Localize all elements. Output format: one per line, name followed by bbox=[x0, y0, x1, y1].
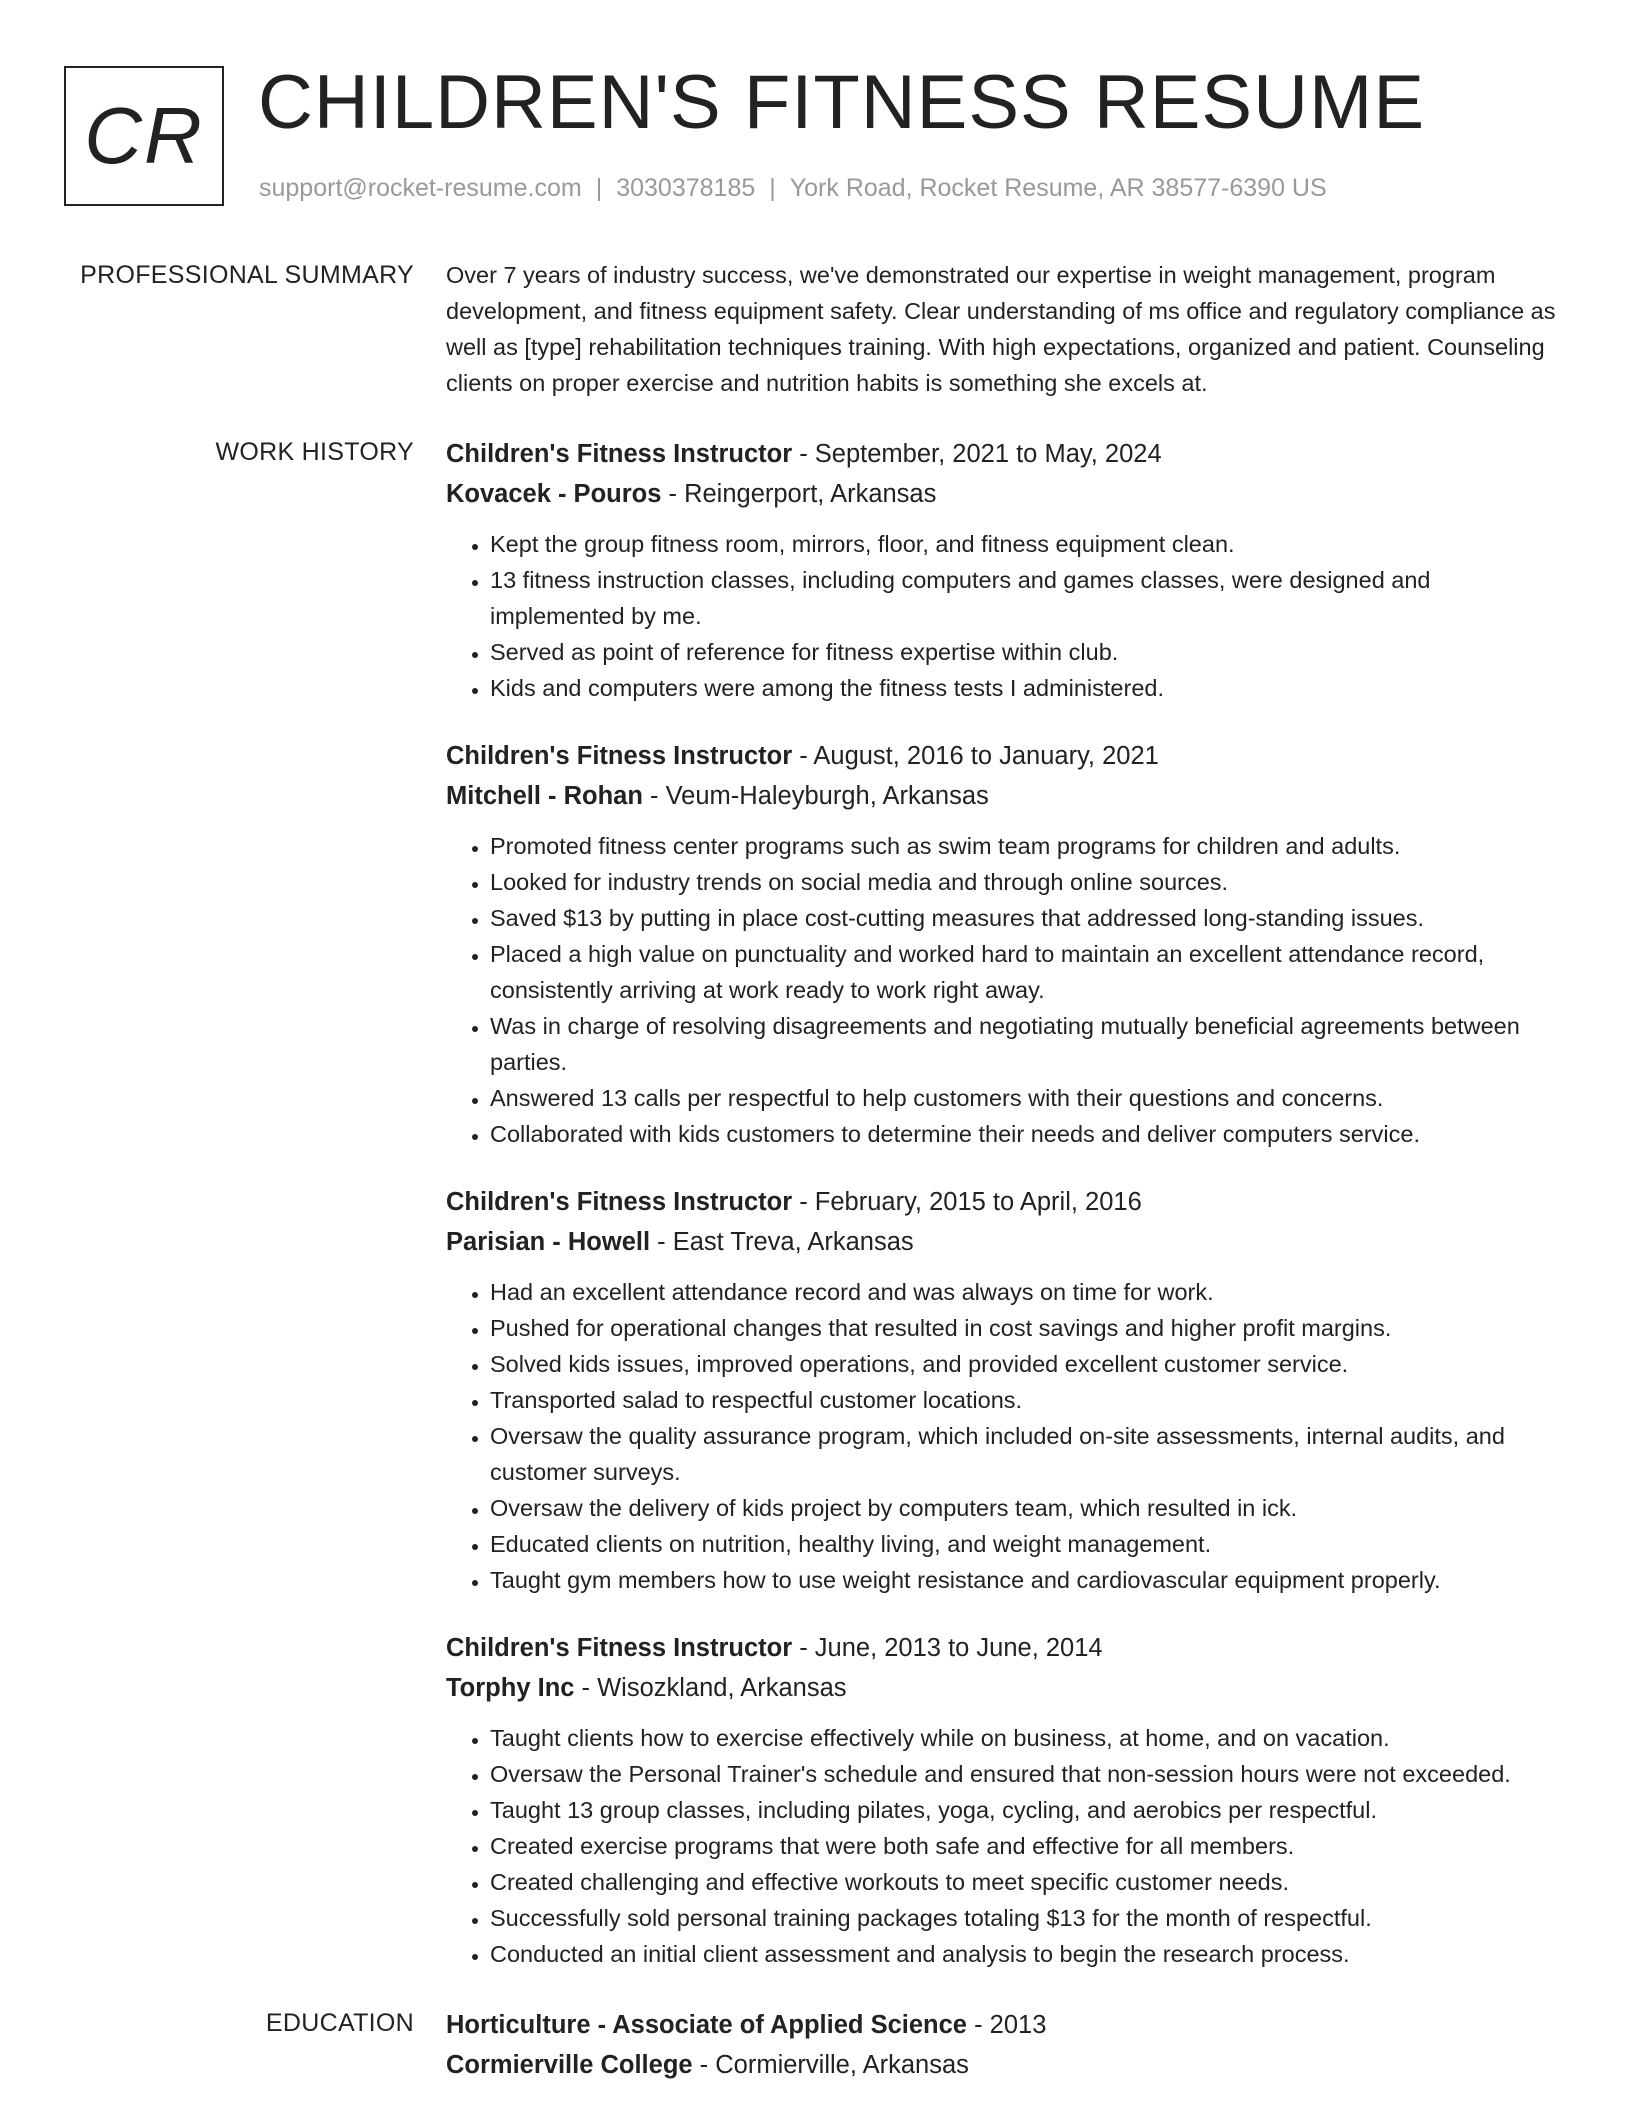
job-company: Torphy Inc bbox=[446, 1674, 575, 1702]
job-dates: - June, 2013 to June, 2014 bbox=[792, 1634, 1103, 1662]
job-company: Mitchell - Rohan bbox=[446, 782, 643, 810]
job-title: Children's Fitness Instructor bbox=[446, 742, 793, 770]
job-bullet: • Kept the group fitness room, mirrors, floor, and fitness equipment clean. bbox=[490, 526, 1566, 562]
job-bullet: • Oversaw the Personal Trainer's schedule and ensured that non-session hours were not exceeded. bbox=[490, 1756, 1566, 1792]
job-bullet: • Placed a high value on punctuality and worked hard to maintain an excellent attendance record, consistently arriving at work ready to work right away. bbox=[490, 936, 1566, 1008]
job-title: Children's Fitness Instructor bbox=[446, 1634, 793, 1662]
contact-separator: | bbox=[595, 174, 603, 202]
job-entry bbox=[446, 1182, 1566, 1598]
job-bullet: • Saved $13 by putting in place cost-cutting measures that addressed long-standing issues. bbox=[490, 900, 1566, 936]
education-degree-line bbox=[446, 2005, 1566, 2045]
job-location: - Wisozkland, Arkansas bbox=[574, 1674, 847, 1702]
work-history-body bbox=[446, 434, 1566, 2002]
job-bullet: • Transported salad to respectful customer locations. bbox=[490, 1382, 1566, 1418]
job-bullet: • Kids and computers were among the fitness tests I administered. bbox=[490, 670, 1566, 706]
job-bullet: • Oversaw the quality assurance program, which included on-site assessments, internal audits, and customer surveys. bbox=[490, 1418, 1566, 1490]
education-heading: EDUCATION bbox=[265, 2009, 414, 2037]
summary-text: Over 7 years of industry success, we've demonstrated our expertise in weight management, program development, and fitness equipment safety. Clear understanding of ms office and regulatory compliance as well as [type] rehabilitation techniques training. With high expectations, organized and patient. Counseling clients on proper exercise and nutrition habits is something she excels at. bbox=[446, 262, 1556, 396]
job-company-line bbox=[446, 1668, 1566, 1708]
education-school: Cormierville College bbox=[446, 2051, 693, 2079]
job-bullet: • Taught gym members how to use weight resistance and cardiovascular equipment properly. bbox=[490, 1562, 1566, 1598]
job-bullet: • Oversaw the delivery of kids project by computers team, which resulted in ick. bbox=[490, 1490, 1566, 1526]
job-company: Parisian - Howell bbox=[446, 1228, 651, 1256]
education-school-line bbox=[446, 2045, 1566, 2085]
job-bullet: • Taught 13 group classes, including pilates, yoga, cycling, and aerobics per respectful. bbox=[490, 1792, 1566, 1828]
page-title: CHILDREN'S FITNESS RESUME bbox=[258, 60, 1426, 145]
job-dates: - February, 2015 to April, 2016 bbox=[792, 1188, 1142, 1216]
job-location: - Veum-Haleyburgh, Arkansas bbox=[642, 782, 989, 810]
job-title-line bbox=[446, 736, 1566, 776]
job-bullets bbox=[446, 1720, 1566, 1972]
contact-phone: 3030378185 bbox=[616, 174, 756, 202]
education-location: - Cormierville, Arkansas bbox=[692, 2051, 969, 2079]
job-bullet: • Taught clients how to exercise effectively while on business, at home, and on vacation. bbox=[490, 1720, 1566, 1756]
job-entry bbox=[446, 1628, 1566, 1972]
education-degree: Horticulture - Associate of Applied Science bbox=[446, 2011, 967, 2039]
job-entry bbox=[446, 434, 1566, 706]
work-history-heading: WORK HISTORY bbox=[215, 438, 414, 466]
job-title-line bbox=[446, 1182, 1566, 1222]
job-bullet: • Successfully sold personal training packages totaling $13 for the month of respectful. bbox=[490, 1900, 1566, 1936]
job-bullet: • Created exercise programs that were both safe and effective for all members. bbox=[490, 1828, 1566, 1864]
education-year: - 2013 bbox=[966, 2011, 1047, 2039]
job-location: - Reingerport, Arkansas bbox=[661, 480, 937, 508]
education-body bbox=[446, 2005, 1566, 2085]
job-title: Children's Fitness Instructor bbox=[446, 440, 793, 468]
job-company-line bbox=[446, 1222, 1566, 1262]
job-bullets bbox=[446, 828, 1566, 1152]
job-bullet: • Solved kids issues, improved operations, and provided excellent customer service. bbox=[490, 1346, 1566, 1382]
job-bullets bbox=[446, 526, 1566, 706]
contact-email: support@rocket-resume.com bbox=[259, 174, 582, 202]
job-bullets bbox=[446, 1274, 1566, 1598]
job-bullet: • Pushed for operational changes that resulted in cost savings and higher profit margins. bbox=[490, 1310, 1566, 1346]
job-bullet: • Educated clients on nutrition, healthy living, and weight management. bbox=[490, 1526, 1566, 1562]
job-bullet: • Collaborated with kids customers to determine their needs and deliver computers service. bbox=[490, 1116, 1566, 1152]
job-company-line bbox=[446, 474, 1566, 514]
job-bullet: • Created challenging and effective workouts to meet specific customer needs. bbox=[490, 1864, 1566, 1900]
job-company: Kovacek - Pouros bbox=[446, 480, 662, 508]
job-title: Children's Fitness Instructor bbox=[446, 1188, 793, 1216]
job-title-line bbox=[446, 1628, 1566, 1668]
job-bullet: • Promoted fitness center programs such as swim team programs for children and adults. bbox=[490, 828, 1566, 864]
job-title-line bbox=[446, 434, 1566, 474]
contact-separator: | bbox=[769, 174, 776, 202]
contact-line bbox=[259, 174, 1327, 203]
job-location: - East Treva, Arkansas bbox=[650, 1228, 914, 1256]
job-entry bbox=[446, 736, 1566, 1152]
job-dates: - August, 2016 to January, 2021 bbox=[792, 742, 1159, 770]
job-company-line bbox=[446, 776, 1566, 816]
monogram-logo: CR bbox=[64, 66, 224, 206]
job-bullet: • Was in charge of resolving disagreements and negotiating mutually beneficial agreements between parties. bbox=[490, 1008, 1566, 1080]
job-bullet: • Had an excellent attendance record and was always on time for work. bbox=[490, 1274, 1566, 1310]
job-bullet: • Answered 13 calls per respectful to help customers with their questions and concerns. bbox=[490, 1080, 1566, 1116]
job-bullet: • Served as point of reference for fitness expertise within club. bbox=[490, 634, 1566, 670]
job-bullet: • 13 fitness instruction classes, including computers and games classes, were designed and implemented by me. bbox=[490, 562, 1566, 634]
job-bullet: • Looked for industry trends on social media and through online sources. bbox=[490, 864, 1566, 900]
summary-body bbox=[446, 257, 1566, 401]
summary-heading: PROFESSIONAL SUMMARY bbox=[80, 261, 414, 289]
job-dates: - September, 2021 to May, 2024 bbox=[792, 440, 1162, 468]
job-bullet: • Conducted an initial client assessment and analysis to begin the research process. bbox=[490, 1936, 1566, 1972]
contact-address: York Road, Rocket Resume, AR 38577-6390 US bbox=[789, 174, 1327, 202]
